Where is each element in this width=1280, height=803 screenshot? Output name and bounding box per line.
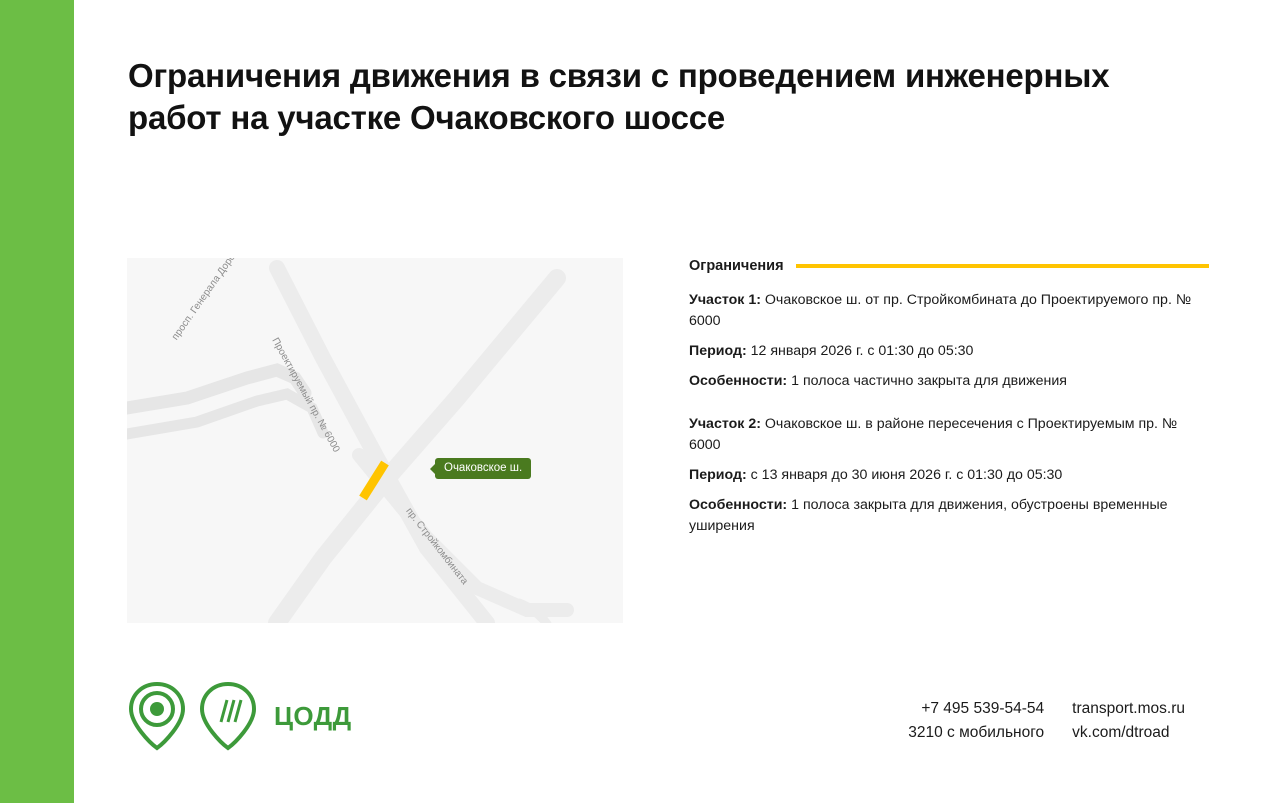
restrictions-panel [689, 258, 1209, 546]
slide-content [74, 0, 1280, 803]
logo-pin-road-icon [197, 680, 259, 752]
map-street-label-stroykombinata: пр. Стройкомбината [403, 506, 470, 587]
restriction-2-site-text: Очаковское ш. в районе пересечения с Проектируемым пр. № 6000 [689, 416, 1178, 453]
restriction-block-2 [689, 414, 1209, 537]
contacts-web-column [1072, 697, 1185, 745]
map-road-label: Очаковское ш. [435, 458, 531, 479]
restriction-2-details-text: 1 полоса закрыта для движения, обустроены временные уширения [689, 497, 1168, 534]
restriction-1-site-text: Очаковское ш. от пр. Стройкомбината до Проектируемого пр. № 6000 [689, 292, 1192, 329]
map-panel[interactable] [127, 258, 623, 623]
brand-side-bar [0, 0, 74, 803]
header-divider-rule [796, 264, 1209, 268]
restriction-2-details [689, 495, 1209, 537]
phone-mobile: 3210 с мобильного [908, 724, 1045, 741]
restriction-2-period-label: Период: [689, 467, 747, 483]
restriction-1-period [689, 341, 1209, 362]
restriction-2-site-label: Участок 2: [689, 416, 761, 432]
restrictions-header [689, 258, 1209, 274]
restriction-2-period [689, 465, 1209, 486]
contacts-phone-column [908, 697, 1044, 745]
restriction-1-period-label: Период: [689, 343, 747, 359]
page-title: Ограничения движения в связи с проведением инженерных работ на участке Очаковского шоссе [128, 57, 1110, 136]
restriction-1-details [689, 371, 1209, 392]
website-link[interactable]: transport.mos.ru [1072, 700, 1185, 717]
restriction-1-details-label: Особенности: [689, 373, 788, 389]
cdd-logo [126, 680, 352, 752]
footer-contacts [908, 697, 1185, 745]
restriction-1-period-text: 12 января 2026 г. с 01:30 до 05:30 [750, 343, 974, 359]
restriction-2-site [689, 414, 1209, 456]
restriction-1-site-label: Участок 1: [689, 292, 761, 308]
vk-link[interactable]: vk.com/dtroad [1072, 724, 1170, 741]
logo-text: ЦОДД [274, 700, 352, 731]
restriction-2-details-label: Особенности: [689, 497, 788, 513]
map-graphic [127, 258, 623, 623]
restriction-1-details-text: 1 полоса частично закрыта для движения [791, 373, 1067, 389]
map-street-label-proektiruemy: Проектируемый пр. № 6000 [269, 336, 342, 455]
restrictions-heading: Ограничения [689, 258, 784, 274]
restriction-2-period-text: с 13 января до 30 июня 2026 г. с 01:30 до 05:30 [750, 467, 1063, 483]
restriction-1-site [689, 290, 1209, 332]
logo-pin-target-icon [126, 680, 188, 752]
restriction-block-1 [689, 290, 1209, 392]
phone-main: +7 495 539-54-54 [921, 700, 1045, 717]
